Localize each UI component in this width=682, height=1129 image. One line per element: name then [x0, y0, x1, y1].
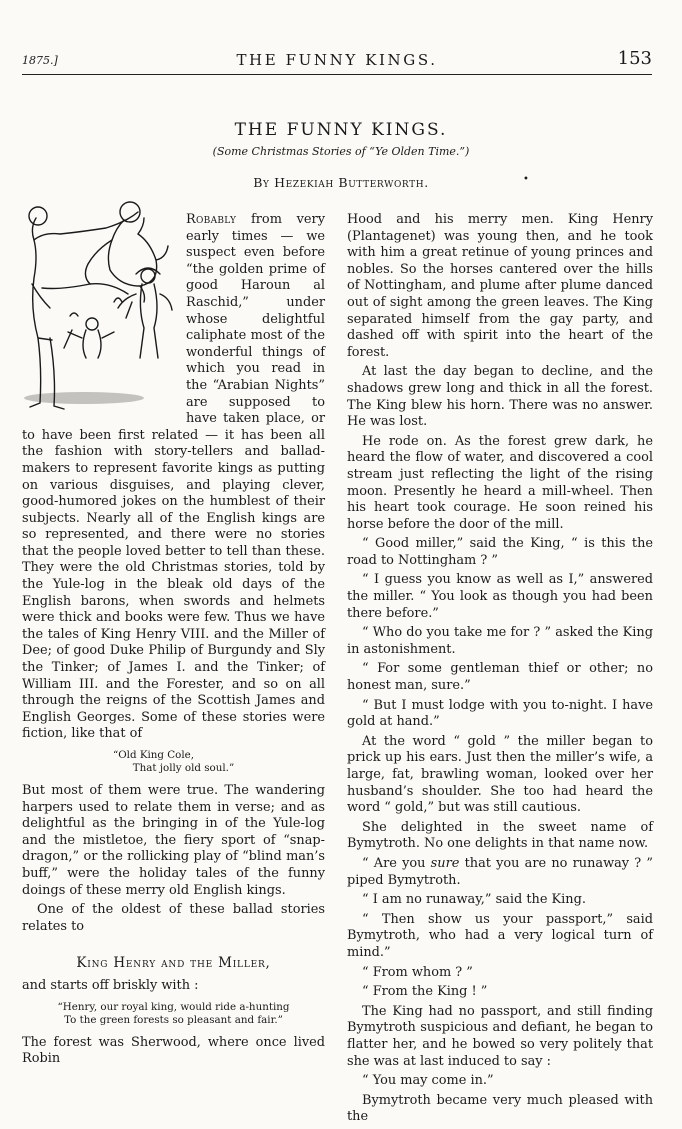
article-byline: By Hezekiah Butterworth.: [253, 175, 429, 190]
paragraph: [347, 856, 653, 889]
paragraph-text: “ Are you: [362, 855, 431, 871]
paragraph: and starts off briskly with :: [22, 977, 199, 993]
article-title: THE FUNNY KINGS.: [234, 120, 448, 140]
left-column: [22, 212, 325, 1071]
paragraph: “ From the King ! ”: [362, 984, 488, 1000]
paragraph: “ Who do you take me for ? ” asked the King in astonishment.: [347, 625, 653, 657]
right-column: [347, 212, 653, 1129]
paragraph: She delighted in the sweet name of Bymytroth. No one delights in that name now.: [347, 819, 653, 852]
paragraph: “ I am no runaway,” said the King.: [362, 892, 586, 908]
paragraph: “ I guess you know as well as I,” answered the miller. “ You look as though you had been there before.”: [347, 572, 653, 621]
emphasis: sure: [430, 855, 460, 871]
running-head: [22, 50, 652, 75]
paragraph: “ From whom ? ”: [362, 964, 473, 980]
paragraph: “ You may come in.”: [362, 1073, 494, 1089]
verse-line: That jolly old soul.”: [132, 762, 235, 774]
paragraph: “ Then show us your passport,” said Bymytroth, who had a very logical turn of mind.”: [347, 911, 653, 960]
verse-line: To the green forests so pleasant and fair.”: [64, 1013, 283, 1026]
paragraph: At the word “ gold ” the miller began to prick up his ears. Just then the miller’s wife, a large, fat, brawling woman, looked over her husband’s shoulder. She too had heard the word “ gold,” but was still cautious.: [347, 733, 653, 816]
paragraph: The King had no passport, and still finding Bymytroth suspicious and defiant, he began to flatter her, and he bowed so very politely that she was at last induced to say :: [347, 1003, 653, 1069]
paragraph: At last the day began to decline, and the shadows grew long and thick in all the forest. The King blew his horn. There was no answer. He was lost.: [347, 364, 653, 430]
running-title: THE FUNNY KINGS.: [236, 51, 438, 69]
issue-year: 1875.]: [22, 54, 58, 67]
verse-quote: [22, 1001, 325, 1027]
paragraph: Bymytroth became very much pleased with the: [347, 1092, 653, 1125]
stray-mark: •: [523, 174, 529, 185]
paragraph: “ Good miller,” said the King, “ is this the road to Nottingham ? ”: [347, 536, 653, 568]
verse-quote: [22, 749, 325, 775]
paragraph: “ For some gentleman thief or other; no honest man, sure.”: [347, 661, 653, 694]
page-number: 153: [617, 48, 652, 69]
article-subtitle: (Some Christmas Stories of “Ye Olden Time.”): [212, 145, 470, 158]
drop-cap-word: Robably: [186, 212, 237, 227]
section-heading: King Henry and the Miller,: [76, 955, 271, 972]
verse-line: “Henry, our royal king, would ride a-hunting: [57, 1000, 290, 1013]
paragraph-text: that you are no runaway ? ” piped Bymytroth.: [347, 855, 653, 888]
jester-kings-engraving-icon: [20, 198, 180, 420]
paragraph: One of the oldest of these ballad stories relates to: [22, 902, 325, 934]
paragraph-text: from very early times — we suspect even before “the golden prime of good Haroun al Raschid,” under whose delightful caliphate most of the wonderful things of which you read in the “Arabian Nights” are supposed to have taken place, or to have been first related — it has been all the fashion with story-tellers and ballad-makers to represent favorite kings as putting on various disguises, and playing clever, good-humored jokes on the humblest of their subjects. Nearly all of the English kings are so represented, and there were no stories that the people loved better to tell than these. They were the old Christmas stories, told by the Yule-log in the bleak old days of the English barons, when swords and helmets were thick and books were few. Thus we have the tales of King Henry VIII. and the Miller of Dee; of good Duke Philip of Burgundy and Sly the Tinker; of James I. and the Tinker; of William III. and the Forester, and so on all through the reigns of the Scottish James and English Georges. Some of these stories were fiction, like that of: [22, 212, 325, 742]
verse-line: “Old King Cole,: [112, 749, 195, 761]
paragraph: Hood and his merry men. King Henry (Plantagenet) was young then, and he took with him a great retinue of young princes and nobles. So the horses cantered over the hills of Nottingham, and plume after plume danced out of sight among the green leaves. The King separated himself from the gay party, and dashed off with spirit into the heart of the forest.: [347, 212, 653, 360]
paragraph: But most of them were true. The wandering harpers used to relate them in verse; and as delightful as the bringing in of the Yule-log and the mistletoe, the fiery sport of “snap-dragon,” or the rollicking play of “blind man’s buff,” were the holiday tales of the funny doings of these merry old English kings.: [22, 783, 325, 898]
paragraph: “ But I must lodge with you to-night. I have gold at hand.”: [347, 697, 653, 730]
paragraph: He rode on. As the forest grew dark, he heard the flow of water, and discovered a cool stream just reflecting the light of the rising moon. Presently he heard a mill-wheel. Then his heart took courage. He soon reined his horse before the door of the mill.: [347, 433, 653, 532]
paragraph: The forest was Sherwood, where once lived Robin: [22, 1034, 325, 1067]
